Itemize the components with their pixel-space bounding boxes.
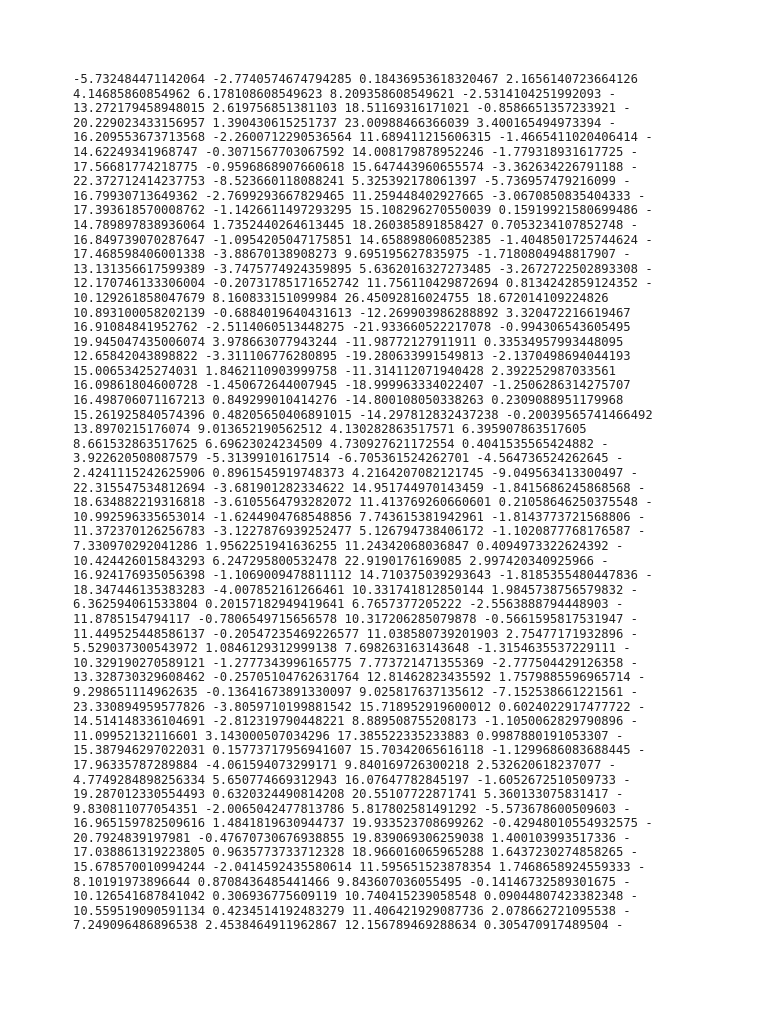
text-line: 10.893100058202139 -0.6884019640431613 -12.269903986288892 3.320472216619467 bbox=[73, 305, 631, 320]
text-line: 13.272179458948015 2.619756851381103 18.51169316171021 -0.8586651357233921 - bbox=[73, 101, 631, 116]
text-line: 15.00653425274031 1.8462110903999758 -11.314112071940428 2.392252987033561 bbox=[73, 363, 616, 378]
text-line: 10.992596335653014 -1.6244904768548856 7.743615381942961 -1.8143773721568806 - bbox=[73, 509, 646, 524]
text-line: 16.924176935056398 -1.1069009478811112 14.710375039293643 -1.8185355480447836 - bbox=[73, 568, 653, 583]
text-line: 17.96335787289884 -4.061594073299171 9.840169726300218 2.532620618237077 - bbox=[73, 757, 616, 772]
text-line: -5.732484471142064 -2.7740574674794285 0.18436953618320467 2.1656140723664126 bbox=[73, 72, 638, 86]
text-line: 13.328730329608462 -0.25705104762631764 12.81462823435592 1.7579885596965714 - bbox=[73, 670, 646, 685]
numeric-text-block bbox=[73, 72, 673, 933]
text-line: 20.229023433156957 1.390430615251737 23.00988466366039 3.400165494973394 - bbox=[73, 115, 616, 130]
text-line: 9.830811077054351 -2.0065042477813786 5.817802581491292 -5.573678600509603 - bbox=[73, 801, 631, 816]
text-line: 11.449525448586137 -0.20547235469226577 11.038580739201903 2.75477171932896 - bbox=[73, 626, 638, 641]
text-line: 16.79930713649362 -2.7699293667829465 11.259448402927665 -3.0670850835404333 - bbox=[73, 188, 646, 203]
text-line: 5.529037300543972 1.0846129312999138 7.698263163143648 -1.3154635537229111 - bbox=[73, 641, 631, 656]
text-line: 17.468598406001338 -3.88670138908273 9.695195627835975 -1.7180804948817907 - bbox=[73, 247, 631, 262]
text-line: 13.131356617599389 -3.7475774924359895 5.6362016327273485 -3.2672722502893308 - bbox=[73, 261, 653, 276]
text-line: 11.372370126256783 -3.1227876939252477 5.126794738406172 -1.1020877768176587 - bbox=[73, 524, 646, 539]
text-line: 16.209553673713568 -2.2600712290536564 11.689411215606315 -1.4665411020406414 - bbox=[73, 130, 653, 145]
text-line: 16.09861804600728 -1.450672644007945 -18.999963334022407 -1.2506286314275707 bbox=[73, 378, 631, 393]
text-line: 8.10191973896644 0.8708436485441466 9.843607036055495 -0.14146732589301675 - bbox=[73, 874, 631, 889]
text-line: 22.372712414237753 -8.523660118088241 5.325392178061397 -5.736957479216099 - bbox=[73, 174, 631, 189]
text-line: 17.56681774218775 -0.9596868907660618 15.647443960655574 -3.362634226791188 - bbox=[73, 159, 638, 174]
text-line: 7.330970292041286 1.9562251941636255 11.24342068036847 0.4094973322624392 - bbox=[73, 539, 624, 553]
text-line: 13.8970215176074 9.013652190562512 4.130282863517571 6.395907863517605 bbox=[73, 422, 587, 437]
text-line: 10.129261858047679 8.160833151099984 26.45092816024755 18.672014109224826 bbox=[73, 290, 609, 305]
text-line: 14.62249341968747 -0.3071567703067592 14.008179878952246 -1.779318931617725 - bbox=[73, 144, 638, 159]
text-line: 14.789897838936064 1.7352440264613445 18.260385891858427 0.7053234107852748 - bbox=[73, 217, 638, 232]
text-line: 18.634882219316818 -3.6105564793282072 11.413769260660601 0.21058646250375548 - bbox=[73, 495, 653, 510]
text-line: 8.661532863517625 6.69623024234509 4.730927621172554 0.4041535565424882 - bbox=[73, 436, 609, 451]
text-line: 22.315547534812694 -3.681901282334622 14.951744970143459 -1.8415686245868568 - bbox=[73, 480, 646, 495]
text-line: 4.14685860854962 6.178108608549623 8.209358608549621 -2.5314104251992093 - bbox=[73, 86, 616, 101]
text-line: 3.922620508087579 -5.31399101617514 -6.705361524262701 -4.564736524262645 - bbox=[73, 451, 624, 466]
text-line: 16.849739070287647 -1.0954205047175851 14.658898060852385 -1.4048501725744624 - bbox=[73, 232, 653, 247]
text-line: 15.387946297022031 0.15773717956941607 15.70342065616118 -1.1299686083688445 - bbox=[73, 743, 646, 758]
text-line: 2.4241115242625906 0.8961545919748373 4.2164207082121745 -9.049563413300497 - bbox=[73, 466, 638, 481]
text-line: 19.945047435006074 3.978663077943244 -11.98772127911911 0.33534957993448095 bbox=[73, 334, 624, 349]
text-line: 7.249096486896538 2.4538464911962867 12.156789469288634 0.305470917489504 - bbox=[73, 918, 624, 933]
text-line: 14.514148336104691 -2.812319790448221 8.889508755208173 -1.1050062829790896 - bbox=[73, 714, 638, 729]
text-line: 17.038861319223805 0.9635773733712328 18.966016065965288 1.6437230274858265 - bbox=[73, 845, 638, 860]
text-line: 23.330894959577826 -3.8059710199881542 15.718952919600012 0.6024022917477722 - bbox=[73, 699, 646, 714]
text-line: 6.362594061533804 0.20157182949419641 6.7657377205222 -2.5563888794448903 - bbox=[73, 597, 624, 612]
text-line: 10.126541687841042 0.306936775609119 10.740415239058548 0.09044807423382348 - bbox=[73, 889, 638, 904]
text-line: 10.559519090591134 0.4234514192483279 11.406421929087736 2.078662721095538 - bbox=[73, 903, 631, 918]
text-line: 11.09952132116601 3.143000507034296 17.385522335233883 0.9987880191053307 - bbox=[73, 728, 624, 743]
text-line: 16.91084841952762 -2.5114060513448275 -21.933660522217078 -0.994306543605495 bbox=[73, 320, 631, 335]
text-line: 10.329190270589121 -1.2777343996165775 7.773721471355369 -2.777504429126358 - bbox=[73, 655, 638, 670]
text-line: 16.965159782509616 1.4841819630944737 19.933523708699262 -0.42948010554932575 - bbox=[73, 816, 653, 831]
text-line: 19.287012330554493 0.6320324490814208 20.55107722871741 5.360133075831417 - bbox=[73, 787, 624, 802]
text-line: 12.65842043898822 -3.311106776280895 -19.280633991549813 -2.1370498694044193 bbox=[73, 349, 631, 364]
text-line: 20.7924839197981 -0.47670730676938855 19.839069306259038 1.400103993517336 - bbox=[73, 830, 631, 845]
text-line: 12.170746133306004 -0.20731785171652742 11.756110429872694 0.8134242859124352 - bbox=[73, 276, 653, 291]
text-line: 4.7749284898256334 5.650774669312943 16.07647782845197 -1.6052672510509733 - bbox=[73, 772, 631, 787]
text-line: 15.261925840574396 0.48205650406891015 -14.297812832437238 -0.20039565741466492 bbox=[73, 407, 653, 422]
text-line: 11.8785154794117 -0.7806549715656578 10.317206285079878 -0.5661595817531947 - bbox=[73, 611, 638, 626]
text-line: 9.298651114962635 -0.13641673891330097 9.025817637135612 -7.152538661221561 - bbox=[73, 684, 638, 699]
text-line: 16.498706071167213 0.849299010414276 -14.800108050338263 0.2309088951179968 bbox=[73, 393, 624, 408]
text-line: 18.347446135383283 -4.007852161266461 10.331741812850144 1.9845738756579832 - bbox=[73, 582, 638, 597]
text-line: 15.678570010994244 -2.0414592435580614 11.595651523878354 1.7468658924559333 - bbox=[73, 860, 646, 875]
text-line: 10.424426015843293 6.247295800532478 22.9190176169085 2.997420340925966 - bbox=[73, 553, 609, 568]
text-line: 17.393618570008762 -1.1426611497293295 15.108296270550039 0.15919921580699486 - bbox=[73, 203, 653, 218]
